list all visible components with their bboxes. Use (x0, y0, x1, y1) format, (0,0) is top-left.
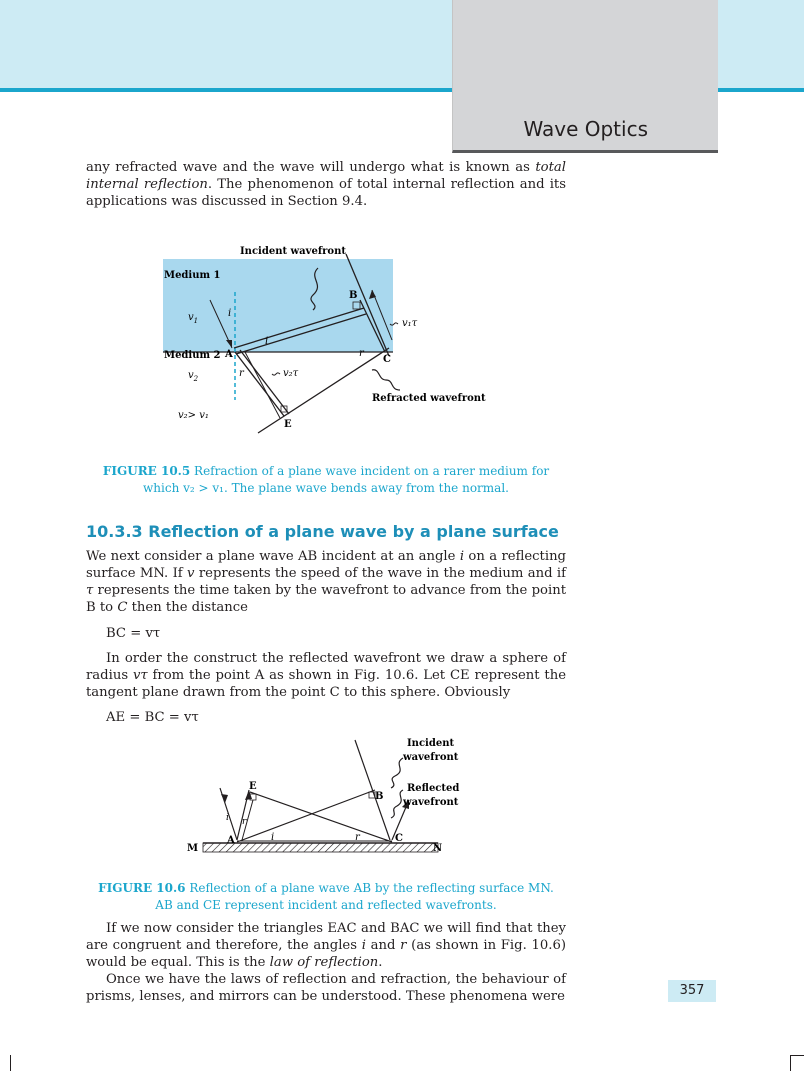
paragraph-3 (86, 650, 566, 701)
label-angle-i-2: i (265, 336, 269, 347)
label-point-E: E (249, 781, 257, 792)
label-point-M: M (187, 843, 199, 854)
label-point-B: B (375, 791, 384, 802)
paragraph-1 (86, 159, 566, 210)
label-v1: $v_1$ (188, 312, 199, 325)
label-point-B: B (349, 290, 358, 301)
caption-text: which v₂ > v₁. The plane wave bends away from the normal. (143, 481, 509, 495)
text-run: We next consider a plane wave AB incident at an angle (86, 549, 460, 564)
label-angle-r: r (355, 832, 360, 843)
refracted-ray-AE-2 (240, 350, 289, 414)
emphasis: C (117, 600, 128, 615)
label-velocity-relation: v₂> v₁ (178, 410, 209, 421)
squiggle-v2t (272, 373, 280, 375)
paragraph-5: Once we have the laws of reflection and refraction, the behaviour of prisms, lenses, and mirrors can be understood. These phenomena were (86, 972, 566, 1004)
squiggle-reflected (391, 790, 403, 818)
paragraph-4 (86, 920, 566, 1005)
text-run: on a reflecting surface MN. If (86, 549, 567, 581)
label-angle-i: i (271, 832, 275, 843)
emphasis: τ (86, 583, 94, 598)
text-run: and (365, 938, 401, 953)
equation-bc: BC = vτ (106, 626, 161, 641)
emphasis: i (361, 938, 366, 953)
refracted-ray-out (245, 352, 280, 418)
label-v2-tau: v₂τ (283, 368, 299, 379)
label-reflected-2: wavefront (403, 797, 459, 808)
label-medium-1: Medium 1 (164, 270, 221, 281)
squiggle-incident (391, 758, 403, 788)
crop-mark (790, 1055, 791, 1071)
label-point-C: C (395, 833, 403, 844)
figure-10-5-diagram (150, 240, 500, 440)
text-run: then the distance (127, 600, 248, 615)
label-incident-wavefront: Incident wavefront (240, 246, 346, 257)
chapter-title: Wave Optics (523, 117, 648, 141)
figure-10-5-caption (86, 463, 566, 497)
label-point-N: N (433, 843, 443, 854)
squiggle-arrow-refracted (372, 370, 400, 390)
crop-mark (790, 1055, 804, 1056)
text-run: . The phenomenon of total internal reflection and its applications was discussed in Section 9.4. (86, 177, 566, 209)
arrowhead (221, 794, 228, 803)
label-refracted-wavefront: Refracted wavefront (372, 393, 486, 404)
text-run: any refracted wave and the wave will undergo what is known as (86, 160, 536, 175)
label-v2: $v_2$ (188, 370, 199, 383)
label-point-C: C (383, 354, 391, 365)
text-run: represents the time taken by the wavefront to advance from the point B to (86, 583, 566, 615)
caption-label: FIGURE 10.5 (102, 464, 191, 478)
label-angle-r-2: r (359, 348, 364, 359)
emphasis: i (459, 549, 465, 564)
refracted-ray-AE (235, 352, 284, 416)
emphasis: law of reflection (269, 955, 379, 970)
text-run: represents the speed of the wave in the medium and if (194, 566, 566, 581)
page-number: 357 (668, 980, 716, 1002)
text-run: In order the construct the reflected wavefront we draw a sphere of radius (86, 651, 566, 683)
label-v1-tau: v₁τ (402, 318, 418, 329)
caption-text: AB and CE represent incident and reflected wavefronts. (155, 898, 497, 912)
emphasis: v (187, 566, 195, 581)
text-run: (as shown in Fig. 10.6) would be equal. This is the (86, 938, 567, 970)
equation-ae: AE = BC = vτ (106, 710, 199, 725)
text-run: from the point A as shown in Fig. 10.6. Let CE represent the tangent plane drawn from the point C to this sphere. Obviously (86, 668, 567, 700)
caption-label: FIGURE 10.6 (98, 881, 186, 895)
caption-text: Reflection of a plane wave AB by the reflecting surface MN. (185, 881, 554, 895)
label-incident-1: Incident (407, 738, 455, 749)
text-run: . (378, 955, 383, 970)
label-angle-r: r (239, 368, 244, 379)
crop-mark (10, 1055, 11, 1071)
label-point-A: A (227, 835, 235, 846)
figure-10-6-diagram (185, 730, 475, 860)
label-point-E: E (284, 419, 292, 430)
incident-ray-B (355, 740, 390, 840)
section-heading: 10.3.3 Reflection of a plane wave by a plane surface (86, 522, 559, 541)
emphasis: r (400, 938, 407, 953)
label-angle-i-small: i (226, 813, 229, 823)
label-angle-r-small: r (242, 817, 247, 827)
emphasis: vτ (132, 668, 148, 683)
chapter-header-box (452, 0, 718, 153)
label-medium-2: Medium 2 (164, 350, 221, 361)
label-incident-2: wavefront (403, 752, 459, 763)
label-reflected-1: Reflected (407, 783, 460, 794)
label-point-A: A (225, 349, 233, 360)
refracted-wavefront-line (258, 348, 389, 433)
text-run: If we now consider the triangles EAC and BAC we will find that they are congruent and therefore, the angles (86, 921, 566, 953)
emphasis: total internal reflection (86, 160, 566, 192)
figure-10-6-caption (86, 880, 566, 914)
paragraph-2 (86, 548, 566, 616)
label-angle-i: i (228, 308, 232, 319)
reflecting-surface (203, 843, 438, 852)
caption-text: Refraction of a plane wave incident on a rarer medium for (190, 464, 550, 478)
